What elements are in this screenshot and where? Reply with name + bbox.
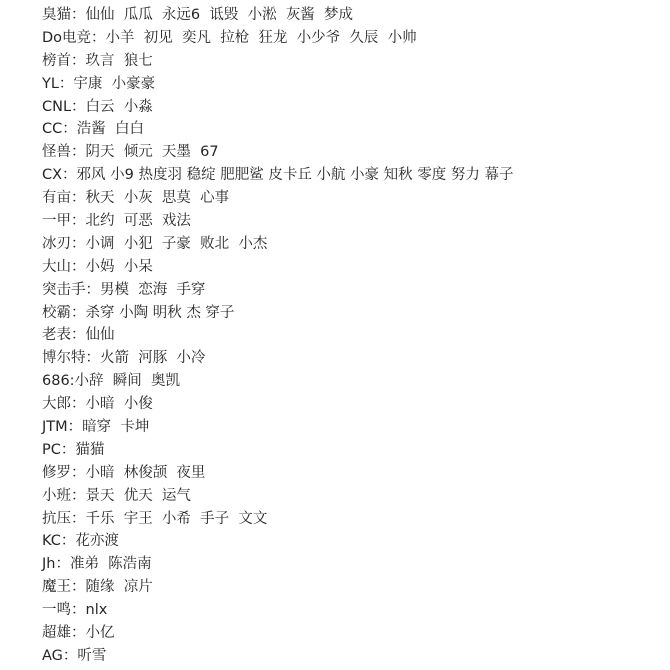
roster-line-text: PC：猫猫 [42,441,105,458]
roster-line-text: 校霸：杀穿 小陶 明秋 杰 穿子 [42,304,235,321]
roster-line [0,162,670,185]
roster-line-text: 臭猫：仙仙 瓜瓜 永远6 诋毁 小淞 灰酱 梦成 [42,6,354,23]
roster-line [0,185,670,208]
roster-line [0,277,670,300]
roster-line [0,345,670,368]
roster-line-text: YL：宇康 小豪豪 [42,75,156,92]
roster-line-text: 一鸣：nlx [42,602,108,619]
roster-line [0,437,670,460]
roster-line [0,460,670,483]
roster-line-text: 686:小辞 瞬间 奥凯 [42,373,180,390]
roster-line [0,483,670,506]
roster-line [0,2,670,25]
roster-line-text: 超雄：小亿 [42,624,115,641]
roster-line [0,48,670,71]
roster-line-text: Jh：准弟 陈浩南 [42,556,152,573]
roster-line-text: 大郎：小暗 小俊 [42,396,153,413]
roster-line [0,94,670,117]
roster-line [0,506,670,529]
roster-line-text: CX：邪风 小9 热度羽 稳绽 肥肥鲨 皮卡丘 小航 小豪 知秋 零度 努力 幕子 [42,167,514,184]
roster-line-text: 一甲：北约 可恶 戏法 [42,212,191,229]
roster-line [0,551,670,574]
roster-line [0,139,670,162]
roster-line [0,528,670,551]
roster-line [0,254,670,277]
roster-line [0,368,670,391]
roster-line [0,25,670,48]
roster-line-text: CC：浩酱 白白 [42,121,144,138]
roster-line-text: AG：听雪 [42,647,107,664]
roster-line-text: 修罗：小暗 林俊颉 夜里 [42,464,206,481]
roster-line [0,574,670,597]
roster-line [0,322,670,345]
roster-line [0,208,670,231]
roster-line-text: 冰刃：小调 小犯 子豪 败北 小杰 [42,235,268,252]
roster-line-text: 博尔特：火箭 河豚 小冷 [42,350,206,367]
roster-line-text: KC：花亦渡 [42,533,119,550]
roster-line-text: 抗压：千乐 宇王 小希 手子 文文 [42,510,268,527]
roster-line-text: 大山：小妈 小呆 [42,258,153,275]
roster-line [0,116,670,139]
roster-line [0,643,670,666]
roster-line-text: JTM：暗穿 卡坤 [42,418,150,435]
roster-line-text: CNL：白云 小淼 [42,98,153,115]
roster-line-text: 小班：景天 优天 运气 [42,487,191,504]
roster-line [0,414,670,437]
roster-line-text: 魔王：随缘 凉片 [42,579,153,596]
roster-line-text: Do电竞：小羊 初见 奕凡 拉枪 狂龙 小少爷 久辰 小帅 [42,29,417,46]
roster-line [0,231,670,254]
roster-line [0,620,670,643]
roster-line [0,300,670,323]
roster-line-text: 老表：仙仙 [42,327,115,344]
roster-line [0,597,670,620]
roster-line-text: 榜首：玖言 狼七 [42,52,153,69]
roster-line-text: 突击手：男模 恋海 手穿 [42,281,206,298]
roster-line-text: 有亩：秋天 小灰 思莫 心事 [42,190,230,207]
roster-line-text: 怪兽：阴天 倾元 天墨 67 [42,144,219,161]
roster-line [0,391,670,414]
roster-line [0,71,670,94]
